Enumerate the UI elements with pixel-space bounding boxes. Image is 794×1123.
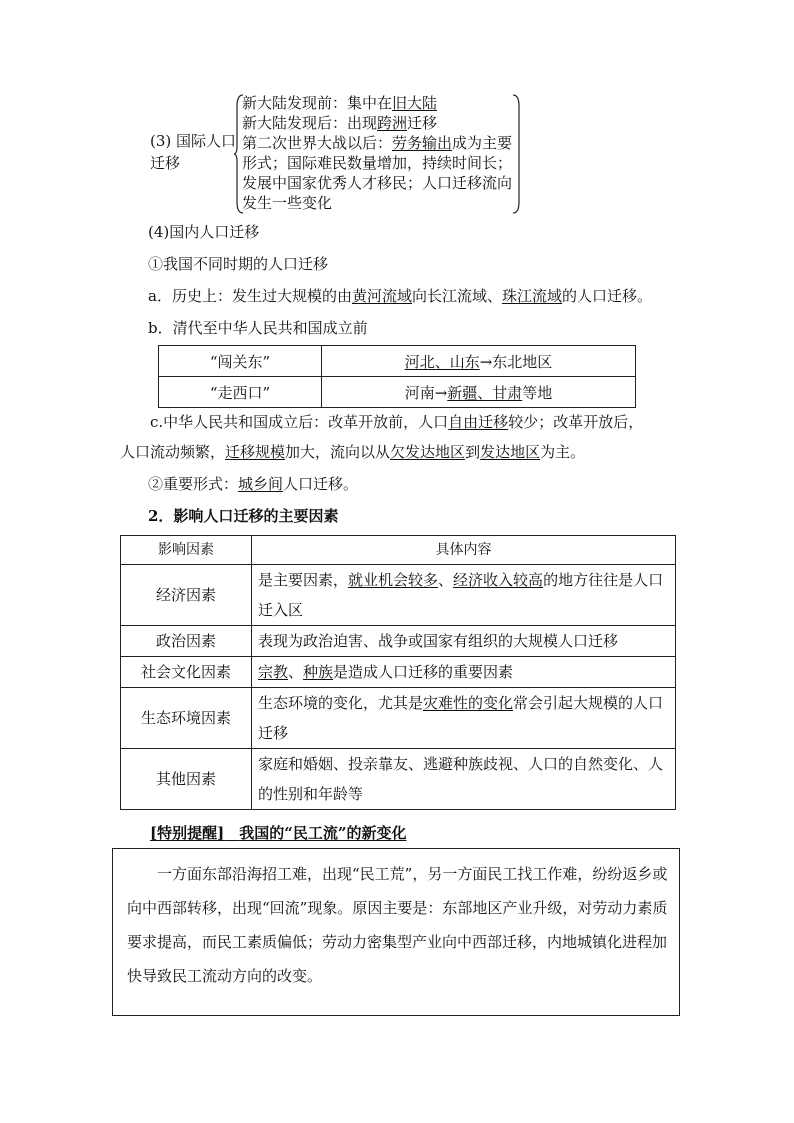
table-row [121, 688, 676, 749]
table-cell: 生态环境因素 [121, 688, 252, 749]
domestic-sub2: ②重要形式：城乡间人口迁移。 [148, 475, 359, 493]
table-row [121, 657, 676, 688]
domestic-sub1: ①我国不同时期的人口迁移 [148, 255, 329, 273]
table-cell: 是主要因素，就业机会较多、经济收入较高的地方往往是人口迁入区 [252, 565, 676, 626]
special-reminder-box: 一方面东部沿海招工难，出现“民工荒”，另一方面民工找工作难，纷纷返乡或向中西部转移，出现“回流”现象。原因主要是：东部地区产业升级，对劳动力素质要求提高，而民工素质偏低；劳动力密集型产业向中西部迁移，内地城镇化进程加快导致民工流动方向的改变。 [112, 848, 680, 1016]
table-row [121, 565, 676, 626]
table-cell: 宗教、种族是造成人口迁移的重要因素 [252, 657, 676, 688]
table-row [121, 626, 676, 657]
intl-line-3: 第二次世界大战以后：劳务输出成为主要形式；国际难民数量增加，持续时间长；发展中国家优秀人才移民；人口迁移流向发生一些变化 [242, 134, 513, 212]
table-header-cell: 具体内容 [252, 536, 676, 565]
table-row [121, 749, 676, 810]
intl-line-1: 新大陆发现前：集中在旧大陆 [242, 94, 438, 112]
table-cell: “走西口” [159, 377, 322, 408]
table-cell: 生态环境的变化，尤其是灾难性的变化常会引起大规模的人口迁移 [252, 688, 676, 749]
table-cell: 经济因素 [121, 565, 252, 626]
intl-line-2: 新大陆发现后：出现跨洲迁移 [242, 114, 438, 132]
table-cell: 政治因素 [121, 626, 252, 657]
domestic-item-c-line1: c.中华人民共和国成立后：改革开放前，人口自由迁移较少；改革开放后， [150, 413, 644, 431]
table-header-cell: 影响因素 [121, 536, 252, 565]
table-cell: 社会文化因素 [121, 657, 252, 688]
intl-migration-lines [242, 93, 522, 213]
table-row [159, 346, 636, 377]
table-cell: 河北、山东→东北地区 [322, 346, 636, 377]
table-cell: “闯关东” [159, 346, 322, 377]
intl-migration-label: (3) 国际人口迁移 [150, 132, 237, 172]
table-header-row [121, 536, 676, 565]
qing-migration-table [158, 345, 636, 408]
table-cell: 其他因素 [121, 749, 252, 810]
table-cell: 河南→新疆、甘肃等地 [322, 377, 636, 408]
table-cell: 表现为政治迫害、战争或国家有组织的大规模人口迁移 [252, 626, 676, 657]
right-brace-icon [512, 94, 522, 214]
special-reminder-heading: [特别提醒] 我国的“民工流”的新变化 [150, 824, 407, 842]
table-row [159, 377, 636, 408]
factors-table [120, 535, 676, 810]
factors-heading: 2．影响人口迁移的主要因素 [148, 507, 339, 525]
domestic-heading: (4)国内人口迁移 [148, 223, 260, 241]
domestic-item-a: a．历史上：发生过大规模的由黄河流域向长江流域、珠江流域的人口迁移。 [148, 287, 653, 305]
domestic-item-c-line2: 人口流动频繁，迁移规模加大，流向以从欠发达地区到发达地区为主。 [120, 443, 586, 461]
table-cell: 家庭和婚姻、投亲靠友、逃避种族歧视、人口的自然变化、人的性别和年龄等 [252, 749, 676, 810]
domestic-item-b: b．清代至中华人民共和国成立前 [148, 319, 368, 337]
